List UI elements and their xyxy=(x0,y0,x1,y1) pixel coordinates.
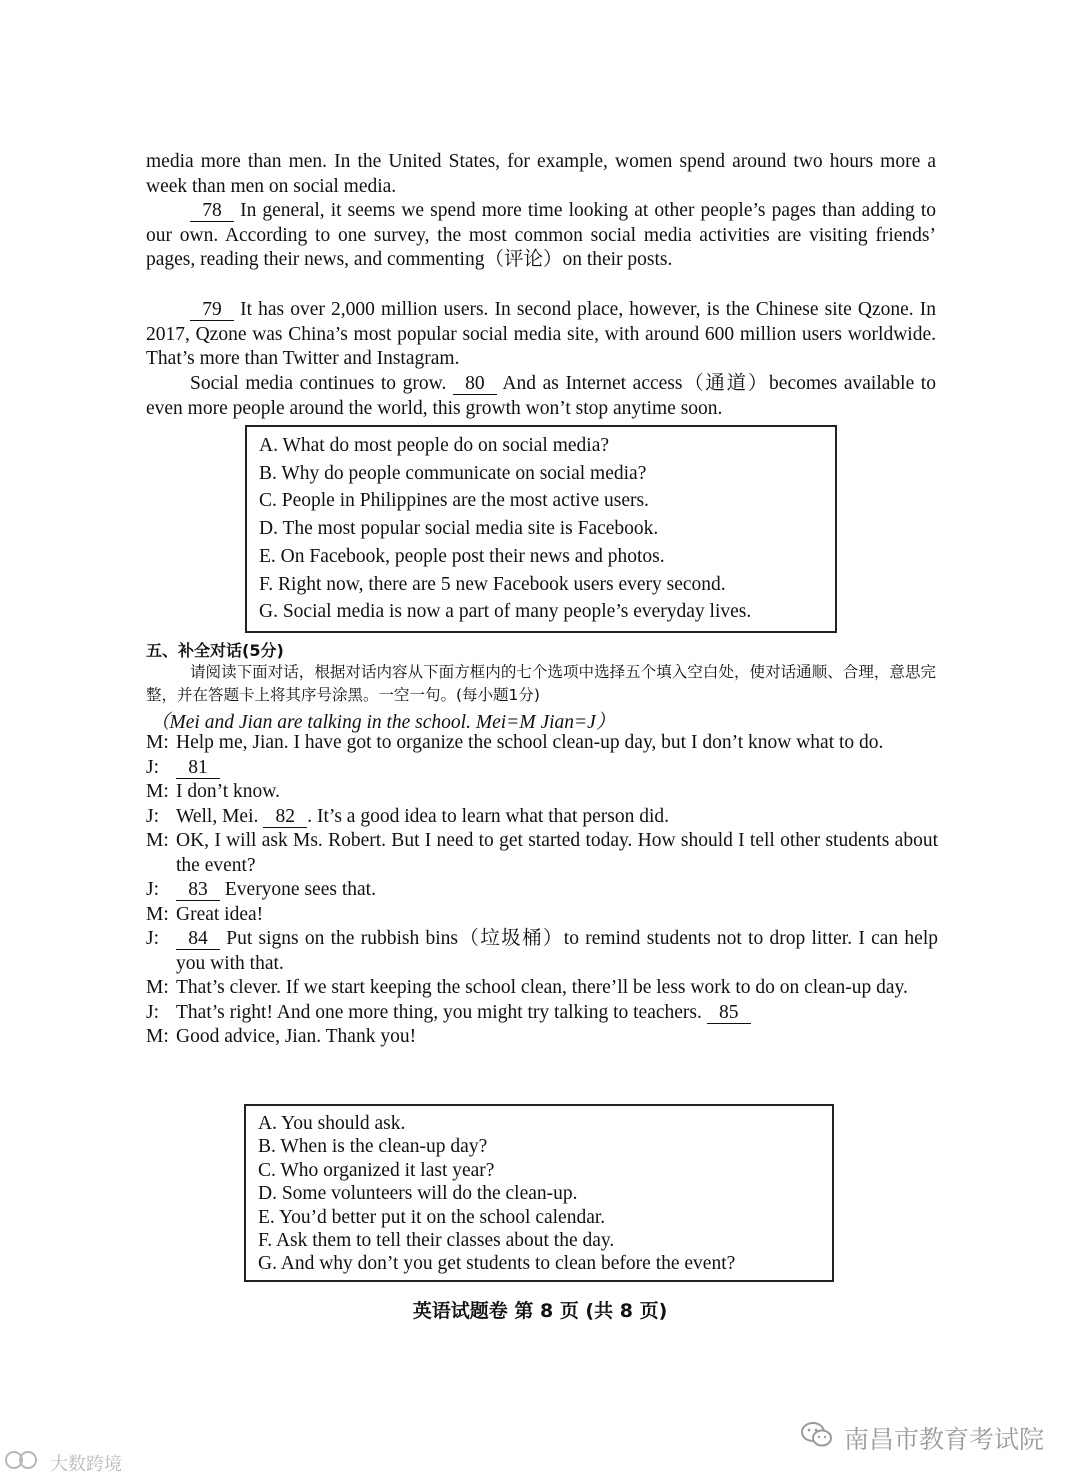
option-d: D. Some volunteers will do the clean-up. xyxy=(258,1183,578,1205)
dialogue-line xyxy=(146,878,938,903)
line-text: Put signs on the rubbish bins（垃圾桶）to remind students not to drop litter. I can help you with that. xyxy=(176,928,938,974)
dialogue-line xyxy=(146,903,938,928)
speaker: M: xyxy=(146,830,169,851)
speaker: M: xyxy=(146,903,169,925)
dialogue-line xyxy=(146,805,938,830)
dialogue-line xyxy=(146,927,938,976)
watermark-left xyxy=(4,1448,122,1477)
option-a: A. You should ask. xyxy=(258,1113,406,1134)
line-text: That’s clever. If we start keeping the school clean, there’ll be less work to do on clean-up day. xyxy=(176,977,908,998)
dialogue xyxy=(146,731,938,1050)
logo-icon xyxy=(4,1448,44,1477)
dialogue-line xyxy=(146,1001,938,1026)
option-f: F. Ask them to tell their classes about the day. xyxy=(258,1230,615,1252)
blank-85: 85 xyxy=(707,1003,751,1024)
option-b: B. When is the clean-up day? xyxy=(258,1136,488,1158)
line-text: . It’s a good idea to learn what that person did. xyxy=(307,805,669,827)
speaker: M: xyxy=(146,732,169,753)
blank-83: 83 xyxy=(176,880,220,901)
option-f: F. Right now, there are 5 new Facebook users every second. xyxy=(259,573,726,595)
option-b: B. Why do people communicate on social media? xyxy=(259,462,647,484)
blank-84: 84 xyxy=(176,929,220,950)
line-pre: That’s right! And one more thing, you might try talking to teachers. xyxy=(176,1001,707,1023)
watermark-left-text: 大数跨境 xyxy=(50,1453,122,1475)
line-text: Good advice, Jian. Thank you! xyxy=(176,1026,417,1047)
dialogue-line xyxy=(146,829,938,878)
option-c: C. People in Philippines are the most active users. xyxy=(259,490,649,512)
speaker: M: xyxy=(146,781,169,802)
passage-paragraph-2 xyxy=(146,199,936,273)
blank-78: 78 xyxy=(190,201,234,222)
option-c: C. Who organized it last year? xyxy=(258,1159,495,1181)
blank-79: 79 xyxy=(190,300,234,321)
speaker: M: xyxy=(146,1026,169,1047)
paragraph-4-text: And as Internet access（通道）becomes available to even more people around the world, this growth won’t stop anytime soon. xyxy=(146,373,936,419)
speaker: M: xyxy=(146,977,169,998)
line-text: Help me, Jian. I have got to organize the school clean-up day, but I don’t know what to do. xyxy=(176,732,884,753)
dialogue-line xyxy=(146,1025,938,1050)
paragraph-2-text: In general, it seems we spend more time looking at other people’s pages than adding to our own. According to one survey, the most common social media activities are visiting friends’ pages, reading their news, and commenting（评论）on their posts. xyxy=(146,200,936,270)
speaker: J: xyxy=(146,879,160,900)
section-instruction: 请阅读下面对话，根据对话内容从下面方框内的七个选项中选择五个填入空白处，使对话通顺、合理，意思完整，并在答题卡上将其序号涂黑。一空一句。(每小题1分) xyxy=(146,663,936,704)
line-text: OK, I will ask Ms. Robert. But I need to get started today. How should I tell other students about the event? xyxy=(176,830,938,876)
passage-paragraph-1: media more than men. In the United States, for example, women spend around two hours more a week than men on social media. xyxy=(146,151,936,197)
dialogue-line xyxy=(146,780,938,805)
blank-82: 82 xyxy=(263,807,307,828)
dialogue-setting: （Mei and Jian are talking in the school. Mei=M Jian=J） xyxy=(150,712,616,733)
dialogue-line xyxy=(146,976,938,1001)
watermark-right xyxy=(800,1420,1044,1456)
wechat-icon xyxy=(800,1421,834,1455)
blank-81: 81 xyxy=(176,758,220,779)
option-g: G. And why don’t you get students to clean before the event? xyxy=(258,1253,736,1275)
options-box-1 xyxy=(245,425,837,633)
blank-80: 80 xyxy=(453,374,497,395)
speaker: J: xyxy=(146,805,160,827)
speaker: J: xyxy=(146,1001,160,1023)
option-d: D. The most popular social media site is Facebook. xyxy=(259,518,659,540)
passage-paragraph-4 xyxy=(146,372,936,421)
line-pre: Well, Mei. xyxy=(176,805,264,827)
option-g: G. Social media is now a part of many people’s everyday lives. xyxy=(259,601,752,623)
options-box-2 xyxy=(244,1104,834,1282)
page-footer: 英语试题卷 第 8 页 (共 8 页) xyxy=(412,1300,668,1322)
line-text: Everyone sees that. xyxy=(220,879,376,900)
passage-paragraph-3 xyxy=(146,298,936,372)
option-e: E. On Facebook, people post their news and photos. xyxy=(259,545,665,567)
dialogue-line xyxy=(146,756,938,781)
paragraph-3-text: It has over 2,000 million users. In second place, however, is the Chinese site Qzone. In 2017, Qzone was China’s most popular social media site, with around 600 million users worldwide. That’s more than Twitter and Instagram. xyxy=(146,299,936,369)
watermark-right-text: 南昌市教育考试院 xyxy=(843,1425,1044,1454)
option-e: E. You’d better put it on the school calendar. xyxy=(258,1206,606,1228)
speaker: J: xyxy=(146,928,160,949)
speaker: J: xyxy=(146,756,160,778)
line-text: I don’t know. xyxy=(176,781,280,802)
option-a: A. What do most people do on social media? xyxy=(259,435,610,456)
section-heading: 五、补全对话(5分) xyxy=(146,641,284,660)
paragraph-4-pre: Social media continues to grow. xyxy=(190,373,453,394)
line-text: Great idea! xyxy=(176,903,264,925)
dialogue-line xyxy=(146,731,938,756)
